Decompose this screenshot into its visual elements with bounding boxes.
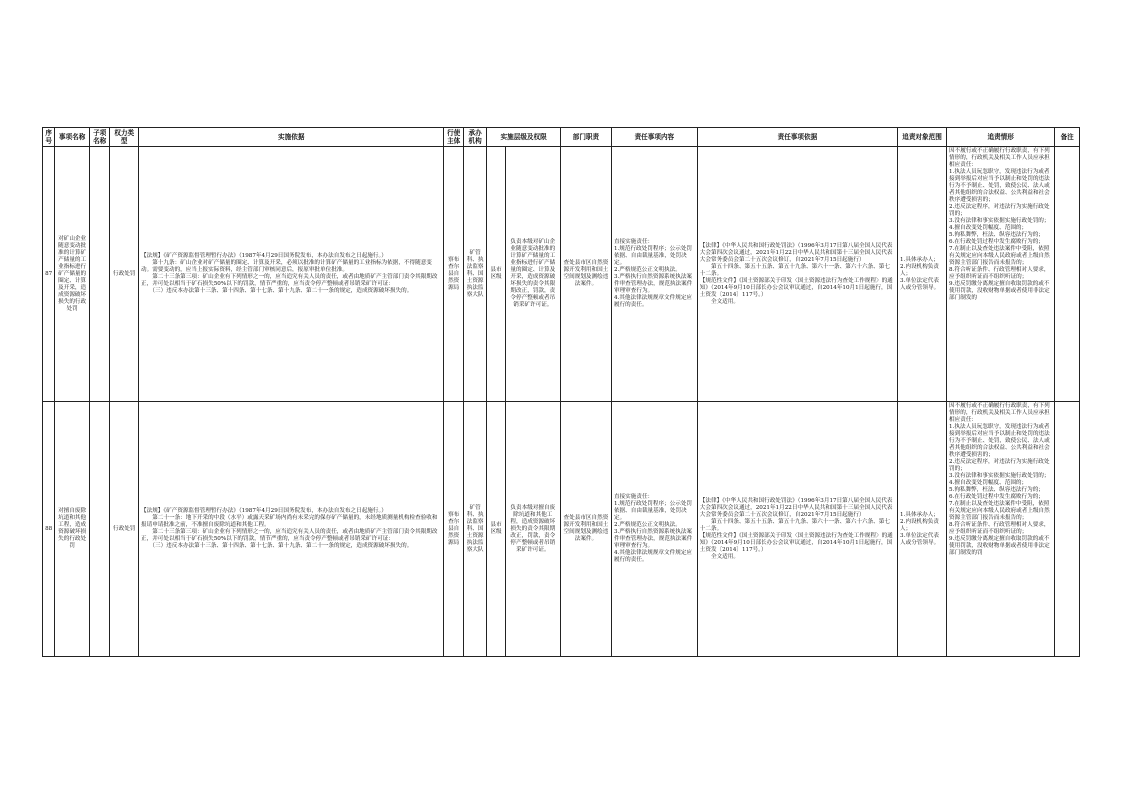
responsibility-table [42, 127, 1080, 657]
remark [1055, 402, 1080, 657]
header-duty: 部门职责 [560, 128, 611, 147]
implementation-basis: 【法规】《矿产资源监督管理暂行办法》（1987年4月29日国务院发布，本办法自发布之日起施行。） 第十九条：矿山企业对矿产储量的圈定、计算及开采，必须以批准的计算矿产储量的工业指标为依据，不得随意变动。需要变动的，应当上报实际资料，经主管部门审核同意后，报原审批单位批准。 第二十三条第三项：矿山企业有下列情形之一的，应当追究有关人员的责任，或者由地质矿产主管部门责令其限期改正，并可处以相当于矿石损失50%以下的罚款，情节严重的，应当责令停产整顿或者吊销采矿许可证： （三）违反本办法第十三条、第十四条、第十七条、第十九条、第二十一条的规定，造成资源破坏损失的。 [139, 147, 444, 402]
sub-item-name [89, 147, 109, 402]
level-authority: 负责本级对矿山企业随意变动批准的计算矿产储量的工业指标进行矿产储量的圈定、计算及开采，造成资源破坏损失的责令其限期改正，罚款，责令停产整顿或者吊销采矿许可证。 [505, 147, 560, 402]
sub-item-name [89, 402, 109, 657]
header-name: 事项名称 [55, 128, 90, 147]
level-authority: 负责本级对擅自废除坑道和其他工程，造成资源破坏损失的责令其限期改正，罚款，责令停产整顿或者吊销采矿许可证。 [505, 402, 560, 657]
implementation-level: 县市区级 [487, 402, 505, 657]
power-type: 行政处罚 [110, 402, 139, 657]
header-subject: 行使主体 [444, 128, 463, 147]
responsibility-content: 直接实施责任： 1.规范行政处罚程序；公示处罚依据、自由裁量基准，处罚决定。 2.严格规范公正文明执法。 3.严格执行自然资源系统执法案件审查管理办法，规范执法案件审理审查行为。 4.其他法律法规规章文件规定应履行的责任。 [611, 147, 697, 402]
header-situation: 追责情形 [947, 128, 1055, 147]
header-sub: 子项名称 [89, 128, 109, 147]
header-type: 权力类型 [110, 128, 139, 147]
department-duty: 查处县市区自然资源开发利用和国土空间规划及测绘违法案件。 [560, 147, 611, 402]
table-row [43, 147, 1080, 402]
power-type: 行政处罚 [110, 147, 139, 402]
remark [1055, 147, 1080, 402]
exercising-subject: 察布查尔县自然资源局 [444, 402, 463, 657]
department-duty: 查处县市区自然资源开发利用和国土空间规划及测绘违法案件。 [560, 402, 611, 657]
handling-department: 矿管科、执法监察科、国土资源执法监察大队 [463, 402, 486, 657]
handling-department: 矿管科、执法监察科、国土资源执法监察大队 [463, 147, 486, 402]
responsibility-content: 直接实施责任： 1.规范行政处罚程序；公示处罚依据、自由裁量基准，处罚决定。 2.严格规范公正文明执法。 3.严格执行自然资源系统执法案件审查管理办法，规范执法案件审理审查行为。 4.其他法律法规规章文件规定应履行的责任。 [611, 402, 697, 657]
header-content: 责任事项内容 [611, 128, 697, 147]
item-name: 对擅自废除坑道和其他工程，造成资源破坏损失的行政处罚 [55, 402, 90, 657]
item-name: 对矿山企业随意变动批准的计算矿产储量的工业指标进行矿产储量的圈定、计算及开采，造成资源破坏损失的行政处罚 [55, 147, 90, 402]
header-row [43, 128, 1080, 147]
accountability-target: 1.具体承办人； 2.内设机构负责人； 3.单位法定代表人或分管领导。 [898, 147, 947, 402]
implementation-level: 县市区级 [487, 147, 505, 402]
responsibility-basis: 【法律】《中华人民共和国行政处罚法》（1996年3月17日第八届全国人民代表大会第四次会议通过，2021年1月22日中华人民共和国第十三届全国人民代表大会常务委员会第二十五次会议修订，自2021年7月15日起施行） 第五十四条、第五十五条、第五十九条、第六十一条、第六十六条、第七十二条。 【规范性文件】《国土资源部关于印发〈国土资源违法行为查处工作规程〉的通知》（2014年9月10日部长办公会议审议通过，自2014年10月1日起施行，国土资发〔2014〕117号。） 全文适用。 [697, 402, 897, 657]
row-number: 87 [43, 147, 55, 402]
header-dept: 承办机构 [463, 128, 486, 147]
row-number: 88 [43, 402, 55, 657]
header-target: 追责对象范围 [898, 128, 947, 147]
header-basis: 实施依据 [139, 128, 444, 147]
exercising-subject: 察布查尔县自然资源局 [444, 147, 463, 402]
accountability-situation: 因不履行或不正确履行行政职责，有下列情形的，行政机关及相关工作人员应承担相应责任： 1.执法人员玩忽职守，发现违法行为或者接到举报后对应当予以制止和处罚的违法行为不予制止、处罚，致使公民、法人或者其他组织的合法权益、公共利益和社会秩序遭受损害的； 2.违反法定程序，对违法行为实施行政处罚的； 3.没有法律和事实依据实施行政处罚的； 4.擅自改变处罚幅度、范围的； 5.徇私舞弊，枉法、纵容违法行为的； 6.在行政处罚过程中发生腐败行为的； 7.在制止以及查处违法案件中受阻，依照有关规定应向本级人民政府或者上级自然资源主管部门报告而未报告的； 8.符合听证条件、行政管理相对人要求，应予组织听证而不组织听证的； 9.违反罚缴分离规定擅自收取罚款的或不使用罚款，没收财物单据或者使用非法定部门制发的 [947, 147, 1055, 402]
accountability-target: 1.具体承办人； 2.内设机构负责人； 3.单位法定代表人或分管领导。 [898, 402, 947, 657]
header-level: 实施层级及权限 [487, 128, 561, 147]
header-no: 序号 [43, 128, 55, 147]
accountability-situation: 因不履行或不正确履行行政职责，有下列情形的，行政机关及相关工作人员应承担相应责任： 1.执法人员玩忽职守，发现违法行为或者接到举报后对应当予以制止和处罚的违法行为不予制止、处罚，致使公民、法人或者其他组织的合法权益、公共利益和社会秩序遭受损害的； 2.违反法定程序，对违法行为实施行政处罚的； 3.没有法律和事实依据实施行政处罚的； 4.擅自改变处罚幅度、范围的； 5.徇私舞弊，枉法、纵容违法行为的； 6.在行政处罚过程中发生腐败行为的； 7.在制止以及查处违法案件中受阻，依照有关规定应向本级人民政府或者上级自然资源主管部门报告而未报告的； 8.符合听证条件、行政管理相对人要求，应予组织听证而不组织听证的； 9.违反罚缴分离规定擅自收取罚款的或不使用罚款，没收财物单据或者使用非法定部门制发的罚 [947, 402, 1055, 657]
header-remark: 备注 [1055, 128, 1080, 147]
table-row [43, 402, 1080, 657]
document-page [42, 127, 1080, 657]
responsibility-basis: 【法律】《中华人民共和国行政处罚法》（1996年3月17日第八届全国人民代表大会第四次会议通过，2021年1月22日中华人民共和国第十三届全国人民代表大会常务委员会第二十五次会议修订，自2021年7月15日起施行） 第五十四条、第五十五条、第五十九条、第六十一条、第六十六条、第七十二条。 【规范性文件】《国土资源部关于印发〈国土资源违法行为查处工作规程〉的通知》（2014年9月10日部长办公会议审议通过，自2014年10月1日起施行，国土资发〔2014〕117号。） 全文适用。 [697, 147, 897, 402]
implementation-basis: 【法规】《矿产资源监督管理暂行办法》（1987年4月29日国务院发布，本办法自发布之日起施行。） 第二十一条：地下开采的中段（水平）或露天采矿场内尚有未采完的保存矿产储量的，未经地质测量机构检查验收和报请申请批准之前，不准擅自废除坑道和其他工程。 第二十三条第三项：矿山企业有下列情形之一的，应当追究有关人员的责任，或者由地质矿产主管部门责令其限期改正，并可处以相当于矿石损失50%以下的罚款，情节严重的，应当责令停产整顿或者吊销采矿许可证： （三）违反本办法第十三条、第十四条、第十七条、第十九条、第二十一条的规定，造成资源破坏损失的。 [139, 402, 444, 657]
header-dbasis: 责任事项依据 [697, 128, 897, 147]
